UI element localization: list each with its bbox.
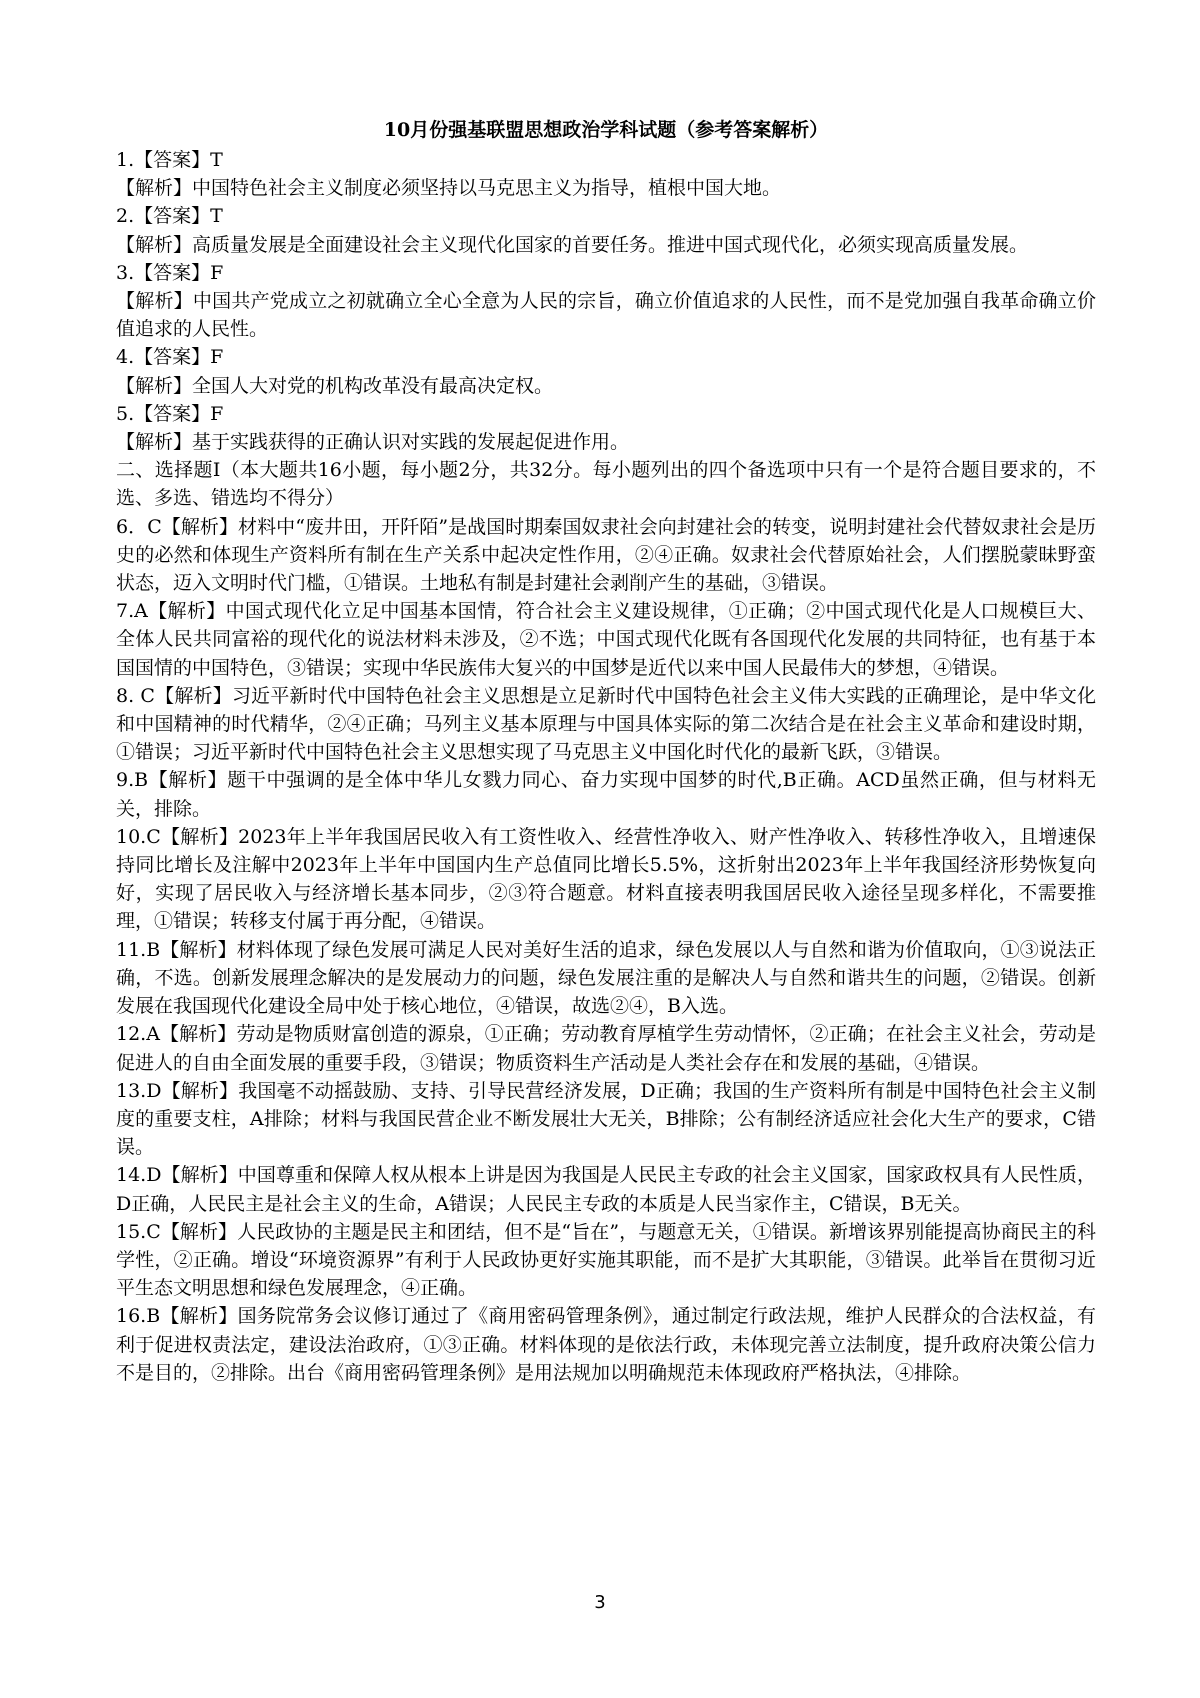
- document-body: [116, 116, 1096, 1387]
- answer-1: 1.【答案】T: [116, 149, 223, 171]
- question-8: 8. C【解析】习近平新时代中国特色社会主义思想是立足新时代中国特色社会主义伟大实践的正确理论，是中华文化和中国精神的时代精华，②④正确；马列主义基本原理与中国具体实际的第二次结合是在社会主义革命和建设时期，①错误；习近平新时代中国特色社会主义思想实现了马克思主义中国化时代化的最新飞跃，③错误。: [116, 684, 1096, 764]
- explanation-2: 【解析】高质量发展是全面建设社会主义现代化国家的首要任务。推进中国式现代化，必须实现高质量发展。: [116, 233, 1029, 256]
- question-14: 14.D【解析】中国尊重和保障人权从根本上讲是因为我国是人民民主专政的社会主义国家，国家政权具有人民性质，D正确，人民民主是社会主义的生命，A错误；人民民主专政的本质是人民当家作主，C错误，B无关。: [116, 1164, 1096, 1215]
- question-11: 11.B【解析】材料体现了绿色发展可满足人民对美好生活的追求，绿色发展以人与自然和谐为价值取向，①③说法正确，不选。创新发展理念解决的是发展动力的问题，绿色发展注重的是解决人与自然和谐共生的问题，②错误。创新发展在我国现代化建设全局中处于核心地位，④错误，故选②④，B入选。: [116, 938, 1096, 1018]
- answer-4: 4.【答案】F: [116, 346, 224, 369]
- question-15: 15.C【解析】人民政协的主题是民主和团结，但不是“旨在”，与题意无关，①错误。新增该界别能提高协商民主的科学性，②正确。增设“环境资源界”有利于人民政协更好实施其职能，而不是扩大其职能，③错误。此举旨在贯彻习近平生态文明思想和绿色发展理念，④正确。: [116, 1220, 1096, 1300]
- question-6: 6．C【解析】材料中“废井田，开阡陌”是战国时期秦国奴隶社会向封建社会的转变，说明封建社会代替奴隶社会是历史的必然和体现生产资料所有制在生产关系中起决定性作用，②④正确。奴隶社会代替原始社会，人们摆脱蒙昧野蛮状态，迈入文明时代门槛，①错误。土地私有制是封建社会剥削产生的基础，③错误。: [116, 515, 1096, 595]
- answer-2: 2.【答案】T: [116, 205, 223, 228]
- question-12: 12.A【解析】劳动是物质财富创造的源泉，①正确；劳动教育厚植学生劳动情怀，②正确；在社会主义社会，劳动是促进人的自由全面发展的重要手段，③错误；物质资料生产活动是人类社会存在和发展的基础，④错误。: [116, 1023, 1096, 1074]
- explanation-4: 【解析】全国人大对党的机构改革没有最高决定权。: [116, 374, 554, 397]
- answer-5: 5.【答案】F: [116, 402, 224, 425]
- page-number: 3: [594, 1592, 606, 1613]
- section-heading: 二、选择题Ⅰ（本大题共16小题，每小题2分，共32分。每小题列出的四个备选项中只有一个是符合题目要求的，不选、多选、错选均不得分）: [116, 459, 1096, 510]
- explanation-5: 【解析】基于实践获得的正确认识对实践的发展起促进作用。: [116, 431, 630, 454]
- question-16: 16.B【解析】国务院常务会议修订通过了《商用密码管理条例》，通过制定行政法规，维护人民群众的合法权益，有利于促进权责法定，建设法治政府，①③正确。材料体现的是依法行政，未体现完善立法制度，提升政府决策公信力不是目的，②排除。出台《商用密码管理条例》是用法规加以明确规范未体现政府严格执法，④排除。: [116, 1305, 1096, 1384]
- document-title: 10月份强基联盟思想政治学科试题（参考答案解析）: [383, 119, 829, 141]
- question-10: 10.C【解析】2023年上半年我国居民收入有工资性收入、经营性净收入、财产性净收入、转移性净收入，且增速保持同比增长及注解中2023年上半年中国国内生产总值同比增长5.5%，这折射出2023年上半年我国经济形势恢复向好，实现了居民收入与经济增长基本同步，②③符合题意。材料直接表明我国居民收入途径呈现多样化，不需要推理，①错误；转移支付属于再分配，④错误。: [116, 825, 1096, 933]
- explanation-3: 【解析】中国共产党成立之初就确立全心全意为人民的宗旨，确立价值追求的人民性，而不是党加强自我革命确立价值追求的人民性。: [116, 290, 1096, 341]
- question-7: 7.A【解析】中国式现代化立足中国基本国情，符合社会主义建设规律，①正确；②中国式现代化是人口规模巨大、全体人民共同富裕的现代化的说法材料未涉及，②不选；中国式现代化既有各国现代化发展的共同特征，也有基于本国国情的中国特色，③错误；实现中华民族伟大复兴的中国梦是近代以来中国人民最伟大的梦想，④错误。: [116, 600, 1096, 679]
- question-13: 13.D【解析】我国毫不动摇鼓励、支持、引导民营经济发展，D正确；我国的生产资料所有制是中国特色社会主义制度的重要支柱，A排除；材料与我国民营企业不断发展壮大无关，B排除；公有制经济适应社会化大生产的要求，C错误。: [116, 1079, 1096, 1159]
- question-9: 9.B【解析】题干中强调的是全体中华儿女戮力同心、奋力实现中国梦的时代,B正确。ACD虽然正确，但与材料无关，排除。: [116, 769, 1096, 820]
- explanation-1: 【解析】中国特色社会主义制度必须坚持以马克思主义为指导，植根中国大地。: [116, 177, 782, 200]
- answer-3: 3.【答案】F: [116, 261, 224, 284]
